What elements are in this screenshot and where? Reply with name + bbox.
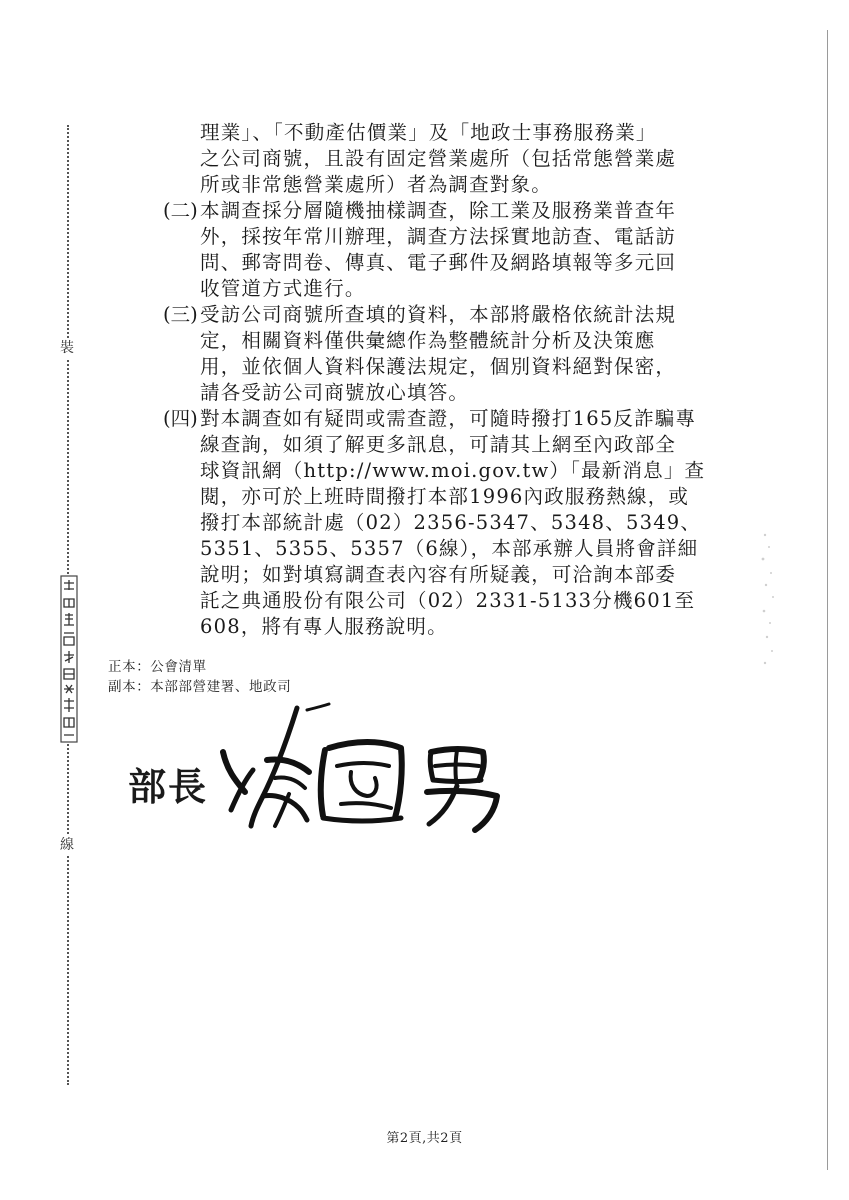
body-text [163,120,738,640]
intro-line: 所或非常態營業處所）者為調查對象。 [200,173,552,196]
signatory-title: 部長 [128,764,209,809]
item-line: 線查詢，如須了解更多訊息，可請其上網至內政部全 [200,433,677,456]
item-line: 託之典通股份有限公司（02）2331-5133分機601至 [200,589,696,612]
item-3 [163,302,738,406]
binding-mark-zhuang: 裝 [55,338,79,358]
item-line: 說明；如對填寫調查表內容有所疑義，可洽詢本部委 [200,563,677,586]
item-marker: (四) [163,407,198,430]
distribution-original: 正本：公會清單 [108,659,207,675]
binding-mark-xian: 線 [55,835,79,855]
scan-smudge [755,525,785,675]
item-marker: (二) [163,199,198,222]
item-line: 請各受訪公司商號放心填答。 [200,381,470,404]
page-edge-line [827,30,828,1170]
item-line: 閱，亦可於上班時間撥打本部1996內政服務熱線，或 [200,485,690,508]
item-line: 用，並依個人資料保護法規定，個別資料絕對保密， [200,355,677,378]
intro-line: 理業」、「不動產估價業」及「地政士事務服務業」 [200,121,657,144]
distribution-copy: 副本：本部部營建署、地政司 [108,679,292,695]
item-line: 608，將有專人服務說明。 [200,615,448,638]
item-line: 問、郵寄問卷、傳真、電子郵件及網路填報等多元回 [200,251,677,274]
item-line: 撥打本部統計處（02）2356-5347、5348、5349、 [200,511,702,534]
item-line: 定，相關資料僅供彙總作為整體統計分析及決策應 [200,329,656,352]
page-number: 第2頁,共2頁 [386,1131,463,1146]
vertical-stamp-image [60,575,78,743]
handwritten-signature [205,700,535,840]
item-2 [163,198,738,302]
item-line: 球資訊網（http://www.moi.gov.tw）「最新消息」查 [200,459,706,482]
item-marker: (三) [163,303,198,326]
intro-line: 之公司商號，且設有固定營業處所（包括常態營業處 [200,147,677,170]
item-line: 對本調查如有疑問或需查證，可隨時撥打165反詐騙專 [200,407,697,430]
item-line: 本調查採分層隨機抽樣調查，除工業及服務業普查年 [200,199,677,222]
item-line: 受訪公司商號所查填的資料，本部將嚴格依統計法規 [200,303,677,326]
item-4 [163,406,738,640]
item-line: 5351、5355、5357（6線），本部承辦人員將會詳細 [200,537,699,560]
item-line: 外，採按年常川辦理，調查方法採實地訪查、電話訪 [200,225,677,248]
item-line: 收管道方式進行。 [200,277,366,300]
